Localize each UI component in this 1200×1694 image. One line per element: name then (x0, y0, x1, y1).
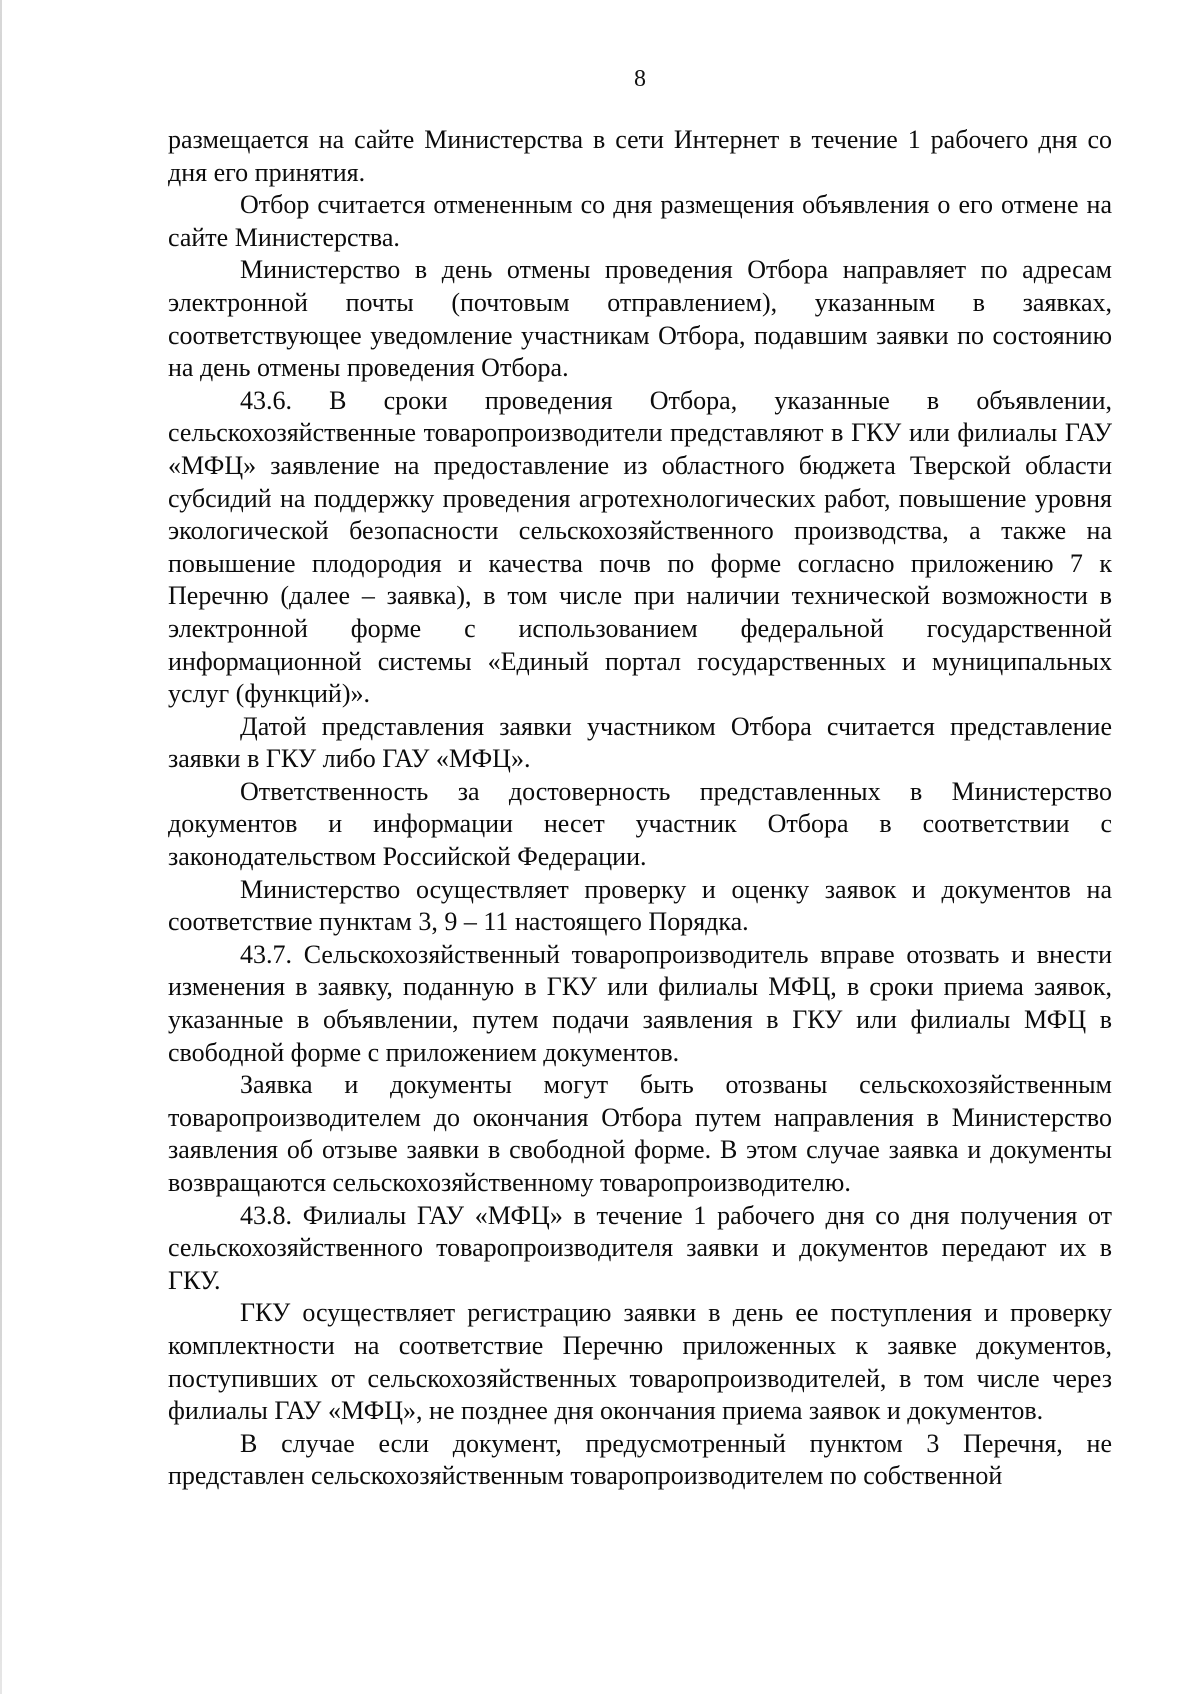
paragraph-cancellation-notice: Министерство в день отмены проведения Отбора направляет по адресам электронной почты (почтовым отправлением), указанным в заявках, соответствующее уведомление участникам Отбора, подавшим заявки по состоянию на день отмены проведения Отбора. (168, 255, 1112, 383)
paragraph-43-6: 43.6. В сроки проведения Отбора, указанные в объявлении, сельскохозяйственные товаропроизводители представляют в ГКУ или филиалы ГАУ «МФЦ» заявление на предоставление из областного бюджета Тверской области субсидий на поддержку проведения агротехнологических работ, повышение уровня экологической безопасности сельскохозяйственного производства, а также на повышение плодородия и качества почв по форме согласно приложению 7 к Перечню (далее – заявка), в том числе при наличии технической возможности в электронной форме с использованием федеральной государственной информационной системы «Единый портал государственных и муниципальных услуг (функций)». (168, 385, 1112, 709)
paragraph-continuation: размещается на сайте Министерства в сети Интернет в течение 1 рабочего дня со дня его принятия. (168, 125, 1112, 187)
paragraph-missing-document: В случае если документ, предусмотренный пунктом 3 Перечня, не представлен сельскохозяйственным товаропроизводителем по собственной (168, 1428, 1112, 1491)
document-body (168, 124, 1112, 1493)
paragraph-43-8: 43.8. Филиалы ГАУ «МФЦ» в течение 1 рабочего дня со дня получения от сельскохозяйственного товаропроизводителя заявки и документов передают их в ГКУ. (168, 1200, 1112, 1295)
paragraph-responsibility: Ответственность за достоверность представленных в Министерство документов и информации несет участник Отбора в соответствии с законодательством Российской Федерации. (168, 776, 1112, 872)
page-number: 8 (634, 66, 646, 92)
paragraph-submission-date: Датой представления заявки участником Отбора считается представление заявки в ГКУ либо ГАУ «МФЦ». (168, 711, 1112, 774)
paragraph-43-7: 43.7. Сельскохозяйственный товаропроизводитель вправе отозвать и внести изменения в заявку, поданную в ГКУ или филиалы МФЦ, в сроки приема заявок, указанные в объявлении, путем подачи заявления в ГКУ или филиалы МФЦ в свободной форме с приложением документов. (168, 939, 1112, 1067)
paragraph-withdrawal: Заявка и документы могут быть отозваны сельскохозяйственным товаропроизводителем до окончания Отбора путем направления в Министерство заявления об отзыве заявки в свободной форме. В этом случае заявка и документы возвращаются сельскохозяйственному товаропроизводителю. (168, 1070, 1112, 1197)
scan-edge-shadow (0, 0, 2, 1694)
paragraph-selection-cancelled: Отбор считается отмененным со дня размещения объявления о его отмене на сайте Министерства. (168, 190, 1112, 252)
paragraph-ministry-check: Министерство осуществляет проверку и оценку заявок и документов на соответствие пунктам 3, 9 – 11 настоящего Порядка. (168, 874, 1112, 937)
paragraph-registration: ГКУ осуществляет регистрацию заявки в день ее поступления и проверку комплектности на соответствие Перечню приложенных к заявке документов, поступивших от сельскохозяйственных товаропроизводителей, в том числе через филиалы ГАУ «МФЦ», не позднее дня окончания приема заявок и документов. (168, 1298, 1112, 1426)
